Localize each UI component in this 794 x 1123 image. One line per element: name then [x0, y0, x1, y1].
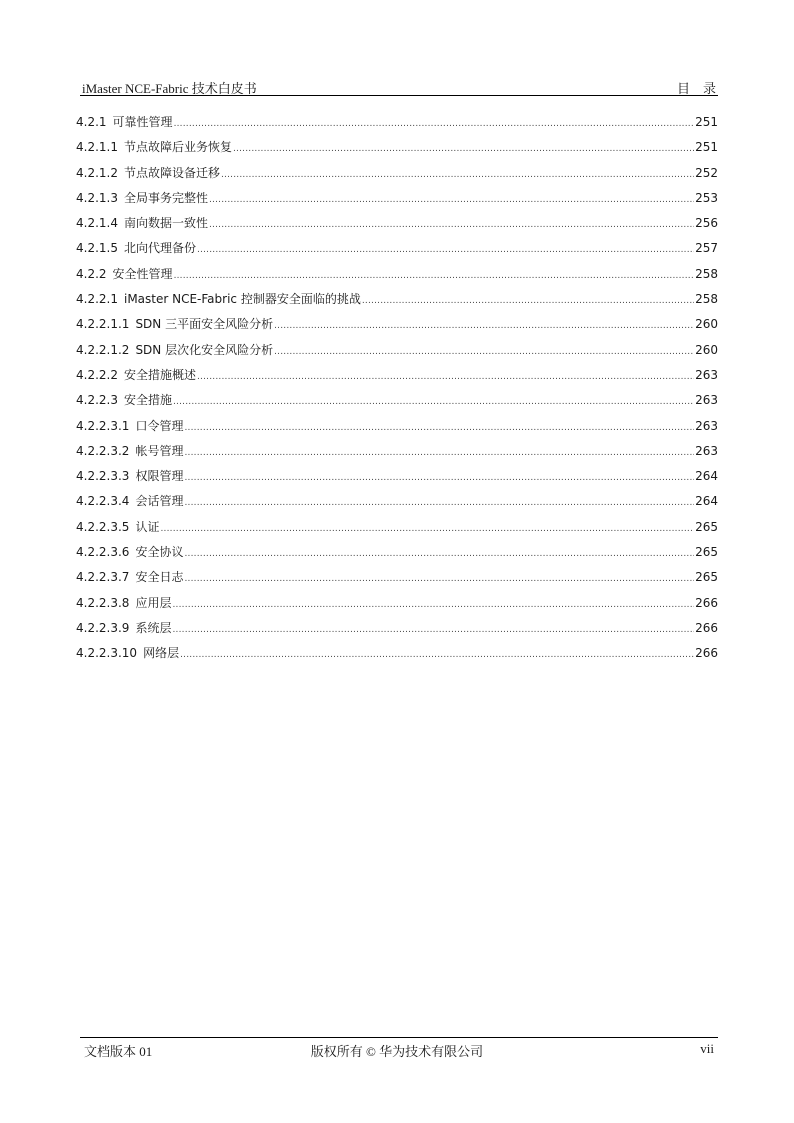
toc-dot-leader [362, 292, 694, 310]
toc-dot-leader [184, 545, 694, 563]
toc-entry-number: 4.2.2.3.3 [76, 469, 130, 484]
toc-entry[interactable] [76, 113, 718, 138]
toc-entry-title [76, 265, 173, 283]
toc-entry[interactable] [76, 290, 718, 315]
toc-entry-title [76, 467, 183, 485]
toc-dot-leader [209, 216, 694, 234]
toc-entry-text: SDN 三平面安全风险分析 [135, 317, 274, 332]
toc-entry-text: SDN 层次化安全风险分析 [135, 342, 274, 357]
toc-entry[interactable] [76, 619, 718, 644]
toc-entry-page: 263 [695, 367, 718, 382]
table-of-contents [76, 113, 718, 670]
toc-entry[interactable] [76, 492, 718, 517]
toc-entry[interactable] [76, 417, 718, 442]
toc-entry-text: 安全措施 [123, 393, 172, 408]
toc-entry-number: 4.2.1.1 [76, 140, 118, 155]
toc-dot-leader [173, 393, 694, 411]
toc-entry[interactable] [76, 315, 718, 340]
toc-entry[interactable] [76, 138, 718, 163]
toc-entry-title [76, 164, 220, 182]
toc-entry-text: 节点故障设备迁移 [123, 165, 220, 180]
toc-dot-leader [180, 646, 694, 664]
page-header [80, 78, 729, 96]
toc-entry-number: 4.2.1.2 [76, 165, 118, 180]
toc-entry-number: 4.2.2.3.1 [76, 418, 130, 433]
toc-entry[interactable] [76, 467, 718, 492]
toc-entry-number: 4.2.2.3.4 [76, 494, 130, 509]
toc-entry[interactable] [76, 391, 718, 416]
toc-entry-title [76, 518, 159, 536]
toc-entry-title [76, 315, 273, 333]
toc-entry-number: 4.2.2.3.8 [76, 595, 130, 610]
toc-dot-leader [184, 494, 694, 512]
toc-entry-page: 263 [695, 443, 718, 458]
toc-entry-title [76, 366, 196, 384]
toc-entry-title [76, 391, 172, 409]
toc-entry-page: 258 [695, 266, 718, 281]
toc-entry-text: 北向代理备份 [123, 241, 196, 256]
toc-entry-title [76, 619, 171, 637]
toc-entry-number: 4.2.2.3 [76, 393, 118, 408]
toc-entry-page: 252 [695, 165, 718, 180]
copyright-notice: 版权所有 © 华为技术有限公司 [310, 1044, 484, 1059]
toc-entry[interactable] [76, 442, 718, 467]
toc-entry-text: 认证 [135, 519, 160, 534]
toc-entry[interactable] [76, 265, 718, 290]
toc-entry-number: 4.2.2.2 [76, 367, 118, 382]
toc-entry-page: 266 [695, 646, 718, 661]
toc-entry-number: 4.2.2.3.9 [76, 620, 130, 635]
toc-entry-title [76, 568, 183, 586]
toc-dot-leader [184, 570, 694, 588]
toc-entry-title [76, 644, 179, 662]
toc-dot-leader [274, 317, 694, 335]
toc-entry[interactable] [76, 214, 718, 239]
toc-entry-number: 4.2.2.1.2 [76, 342, 130, 357]
toc-entry[interactable] [76, 189, 718, 214]
toc-entry-text: 安全性管理 [112, 266, 173, 281]
toc-dot-leader [160, 520, 694, 538]
toc-entry-text: 安全措施概述 [123, 367, 196, 382]
toc-entry-text: 全局事务完整性 [123, 190, 208, 205]
toc-entry-page: 256 [695, 216, 718, 231]
toc-entry-text: 安全协议 [135, 545, 184, 560]
toc-entry-title [76, 543, 183, 561]
toc-entry-title [76, 214, 208, 232]
toc-entry-page: 253 [695, 190, 718, 205]
toc-dot-leader [233, 140, 694, 158]
toc-entry-page: 265 [695, 545, 718, 560]
toc-entry-page: 266 [695, 620, 718, 635]
toc-entry-text: 系统层 [135, 620, 172, 635]
toc-entry-title [76, 239, 196, 257]
toc-entry-page: 251 [695, 140, 718, 155]
toc-entry-text: 帐号管理 [135, 443, 184, 458]
toc-entry-title [76, 442, 183, 460]
toc-entry-page: 264 [695, 494, 718, 509]
toc-entry-page: 263 [695, 418, 718, 433]
toc-entry-page: 266 [695, 595, 718, 610]
toc-dot-leader [172, 621, 694, 639]
toc-entry-text: 会话管理 [135, 494, 184, 509]
toc-entry-number: 4.2.2.3.2 [76, 443, 130, 458]
toc-entry-text: 节点故障后业务恢复 [123, 140, 232, 155]
toc-entry-text: 口令管理 [135, 418, 184, 433]
toc-entry[interactable] [76, 543, 718, 568]
toc-dot-leader [209, 191, 694, 209]
toc-entry[interactable] [76, 568, 718, 593]
toc-entry[interactable] [76, 239, 718, 264]
toc-entry-number: 4.2.2.1.1 [76, 317, 130, 332]
toc-entry-number: 4.2.2 [76, 266, 107, 281]
toc-entry-number: 4.2.1.4 [76, 216, 118, 231]
toc-entry-number: 4.2.1.5 [76, 241, 118, 256]
toc-entry-title [76, 138, 232, 156]
toc-dot-leader [184, 444, 694, 462]
toc-entry-page: 258 [695, 292, 718, 307]
toc-entry[interactable] [76, 594, 718, 619]
toc-entry-page: 251 [695, 115, 718, 129]
toc-entry[interactable] [76, 644, 718, 669]
toc-entry-title [76, 594, 171, 612]
toc-entry-number: 4.2.1.3 [76, 190, 118, 205]
document-title: iMaster NCE-Fabric 技术白皮书 [82, 81, 257, 96]
toc-entry-page: 265 [695, 519, 718, 534]
toc-dot-leader [174, 267, 695, 285]
toc-entry-number: 4.2.2.3.7 [76, 570, 130, 585]
toc-dot-leader [197, 368, 694, 386]
toc-dot-leader [172, 596, 694, 614]
toc-entry-page: 264 [695, 469, 718, 484]
toc-dot-leader [184, 419, 694, 437]
document-version: 文档版本 01 [84, 1044, 153, 1059]
toc-entry-page: 263 [695, 393, 718, 408]
toc-entry-page: 260 [695, 342, 718, 357]
toc-entry[interactable] [76, 518, 718, 543]
toc-entry-number: 4.2.2.1 [76, 292, 118, 307]
toc-entry-page: 257 [695, 241, 718, 256]
toc-dot-leader [274, 343, 694, 361]
toc-entry-page: 260 [695, 317, 718, 332]
toc-entry-page: 265 [695, 570, 718, 585]
toc-dot-leader [174, 115, 695, 133]
toc-entry-text: iMaster NCE-Fabric 控制器安全面临的挑战 [123, 292, 361, 307]
toc-entry-number: 4.2.2.3.6 [76, 545, 130, 560]
toc-entry[interactable] [76, 164, 718, 189]
toc-entry-text: 应用层 [135, 595, 172, 610]
toc-dot-leader [221, 166, 694, 184]
page-footer [80, 1037, 718, 1058]
toc-entry-title [76, 492, 183, 510]
toc-entry-title [76, 341, 273, 359]
toc-entry-text: 权限管理 [135, 469, 184, 484]
page-number: vii [700, 1041, 714, 1056]
toc-dot-leader [184, 469, 694, 487]
toc-entry-number: 4.2.2.3.5 [76, 519, 130, 534]
toc-entry-title [76, 113, 173, 131]
toc-entry-text: 安全日志 [135, 570, 184, 585]
toc-dot-leader [197, 241, 694, 259]
toc-entry[interactable] [76, 341, 718, 366]
toc-entry-text: 可靠性管理 [112, 115, 173, 129]
section-title: 目录 [676, 81, 729, 96]
toc-entry-title [76, 189, 208, 207]
toc-entry-text: 网络层 [143, 646, 180, 661]
toc-entry[interactable] [76, 366, 718, 391]
toc-entry-number: 4.2.1 [76, 115, 107, 129]
toc-entry-text: 南向数据一致性 [123, 216, 208, 231]
toc-entry-title [76, 290, 361, 308]
toc-entry-number: 4.2.2.3.10 [76, 646, 138, 661]
toc-entry-title [76, 417, 183, 435]
